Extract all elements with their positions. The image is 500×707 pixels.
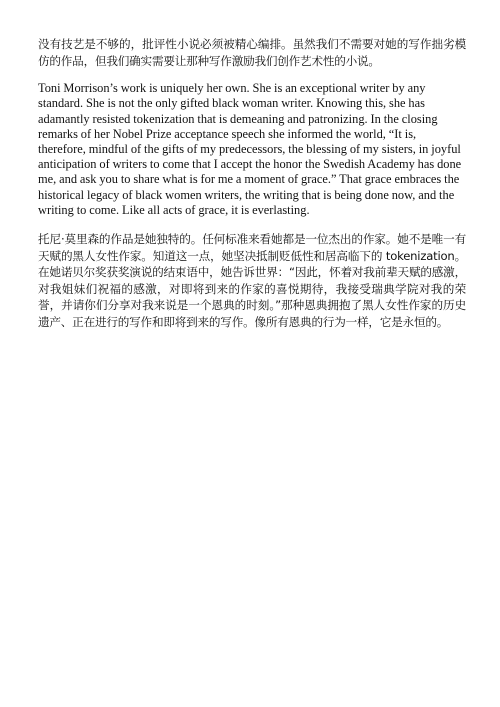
chinese-paragraph-intro: 没有技艺是不够的，批评性小说必须被精心编排。虽然我们不需要对她的写作拙劣模仿的作品，但我们确实需要让那种写作激励我们创作艺术性的小说。 [38, 37, 466, 68]
chinese-paragraph-translation: 托尼·莫里森的作品是她独特的。任何标准来看她都是一位杰出的作家。她不是唯一有天赋的黑人女性作家。知道这一点，她坚决抵制贬低性和居高临下的 tokenization。在她诺贝尔奖获奖演说的结束语中，她告诉世界：“因此，怀着对我前辈天赋的感激，对我姐妹们祝福的感激，对即将到来的作家的喜悦期待，我接受瑞典学院对我的荣誉，并请你们分享对我来说是一个恩典的时刻。”那种恩典拥抱了黑人女性作家的历史遗产、正在进行的写作和即将到来的写作。像所有恩典的行为一样，它是永恒的。 [38, 232, 466, 329]
english-paragraph-morrison: Toni Morrison’s work is uniquely her own. She is an exceptional writer by any standard. She is not the only gifted black woman writer. Knowing this, she has adamantly resisted tokenization that is demeaning and patronizing. In the closing remarks of her Nobel Prize acceptance speech she informed the world, “It is, therefore, mindful of the gifts of my predecessors, the blessing of my sisters, in joyful anticipation of writers to come that I accept the honor the Swedish Academy has done me, and ask you to share what is for me a moment of grace.” That grace embraces the historical legacy of black women writers, the writing that is being done now, and the writing to come. Like all acts of grace, it is everlasting. [38, 81, 462, 217]
document-page [38, 36, 466, 331]
